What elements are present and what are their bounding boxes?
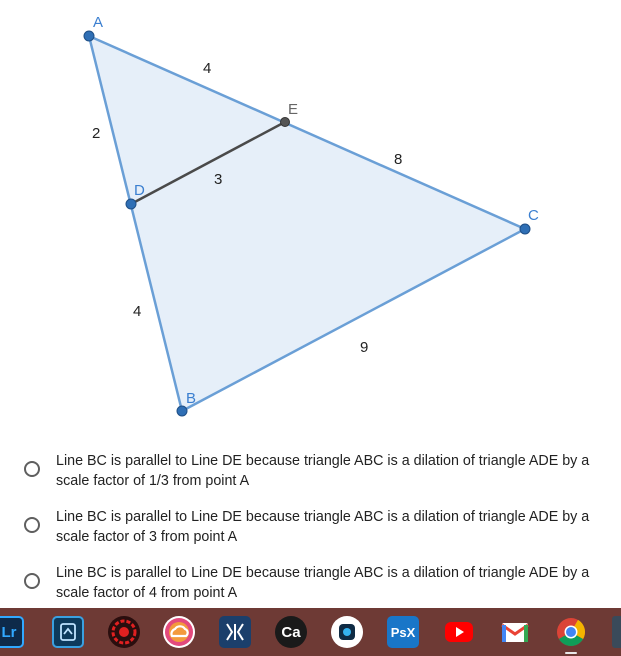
side-label-ae: 4 bbox=[203, 60, 212, 77]
vertex-point-e[interactable] bbox=[281, 118, 290, 127]
answer-option-1[interactable] bbox=[0, 443, 621, 495]
answer-option-text: Line BC is parallel to Line DE because triangle ABC is a dilation of triangle ADE by a scale factor of 3 from point A bbox=[56, 509, 590, 545]
answer-option-3[interactable] bbox=[0, 555, 621, 607]
vertex-label-b: B bbox=[186, 390, 197, 407]
gmail-icon[interactable] bbox=[499, 616, 531, 648]
parallel-app-icon[interactable] bbox=[219, 616, 251, 648]
lightroom-icon[interactable] bbox=[0, 616, 24, 648]
creative-cloud-icon[interactable] bbox=[163, 616, 195, 648]
radio-button-1[interactable] bbox=[24, 461, 40, 477]
vertex-point-c[interactable] bbox=[520, 224, 530, 234]
vertex-point-a[interactable] bbox=[84, 31, 94, 41]
canva-icon-label: Ca bbox=[281, 623, 301, 641]
red-gear-app-icon[interactable] bbox=[108, 616, 140, 648]
answer-option-text: Line BC is parallel to Line DE because triangle ABC is a dilation of triangle ADE by a scale factor of 4 from point A bbox=[56, 565, 590, 601]
overflow-app-icon[interactable] bbox=[612, 616, 621, 648]
screencast-icon[interactable] bbox=[52, 616, 84, 648]
chrome-icon[interactable] bbox=[555, 616, 587, 648]
side-label-ec: 8 bbox=[394, 151, 403, 168]
answer-option-2[interactable] bbox=[0, 499, 621, 551]
vertex-label-d: D bbox=[134, 182, 145, 199]
youtube-icon[interactable] bbox=[443, 616, 475, 648]
vertex-label-a: A bbox=[93, 14, 104, 31]
running-indicator bbox=[565, 652, 577, 654]
photoshop-express-icon[interactable] bbox=[387, 616, 419, 648]
radio-button-2[interactable] bbox=[24, 517, 40, 533]
side-label-de: 3 bbox=[214, 171, 223, 188]
side-label-ad: 2 bbox=[92, 125, 101, 142]
canva-icon[interactable] bbox=[275, 616, 307, 648]
taskbar-shelf bbox=[0, 608, 621, 656]
vertex-label-c: C bbox=[528, 207, 539, 224]
side-label-bc: 9 bbox=[360, 339, 369, 356]
radio-button-3[interactable] bbox=[24, 573, 40, 589]
vertex-point-b[interactable] bbox=[177, 406, 187, 416]
triangle-abc bbox=[89, 36, 525, 411]
lightroom-icon-label: Lr bbox=[1, 623, 17, 641]
photoshop-express-icon-label: PsX bbox=[390, 624, 416, 640]
side-label-db: 4 bbox=[133, 303, 142, 320]
vertex-point-d[interactable] bbox=[126, 199, 136, 209]
answer-option-text: Line BC is parallel to Line DE because triangle ABC is a dilation of triangle ADE by a scale factor of 1/3 from point A bbox=[56, 453, 590, 489]
vertex-label-e: E bbox=[288, 101, 299, 118]
camera-app-icon[interactable] bbox=[331, 616, 363, 648]
